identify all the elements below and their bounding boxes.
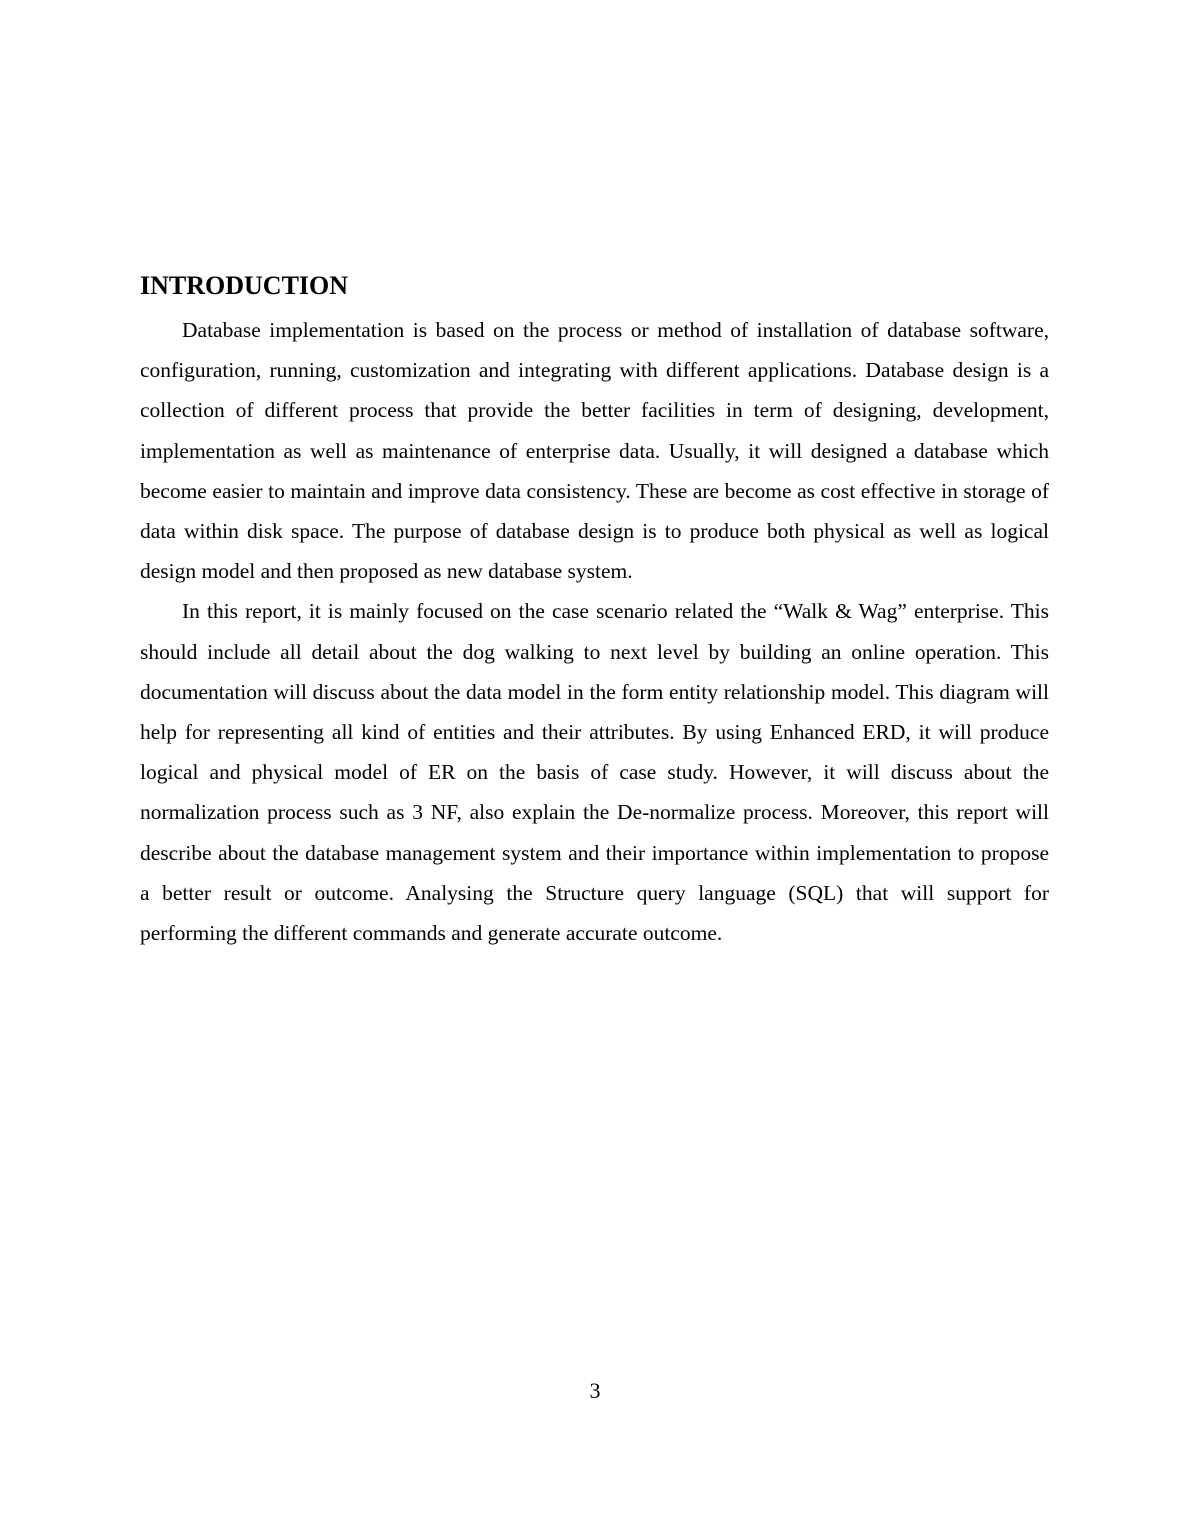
page-body	[140, 268, 1049, 953]
paragraph: Database implementation is based on the process or method of installation of database software, configuration, running, customization and integrating with different applications. Database design is a collection of different process that provide the better facilities in term of designing, development, implementation as well as maintenance of enterprise data. Usually, it will designed a database which become easier to maintain and improve data consistency. These are become as cost effective in storage of data within disk space. The purpose of database design is to produce both physical as well as logical design model and then proposed as new database system.	[140, 318, 1049, 584]
paragraph: In this report, it is mainly focused on the case scenario related the “Walk & Wag” enterprise. This should include all detail about the dog walking to next level by building an online operation. This documentation will discuss about the data model in the form entity relationship model. This diagram will help for representing all kind of entities and their attributes. By using Enhanced ERD, it will produce logical and physical model of ER on the basis of case study. However, it will discuss about the normalization process such as 3 NF, also explain the De-normalize process. Moreover, this report will describe about the database management system and their importance within implementation to propose a better result or outcome. Analysing the Structure query language (SQL) that will support for performing the different commands and generate accurate outcome.	[140, 599, 1049, 946]
page-number: 3	[589, 1378, 601, 1403]
section-heading: INTRODUCTION	[140, 271, 349, 300]
